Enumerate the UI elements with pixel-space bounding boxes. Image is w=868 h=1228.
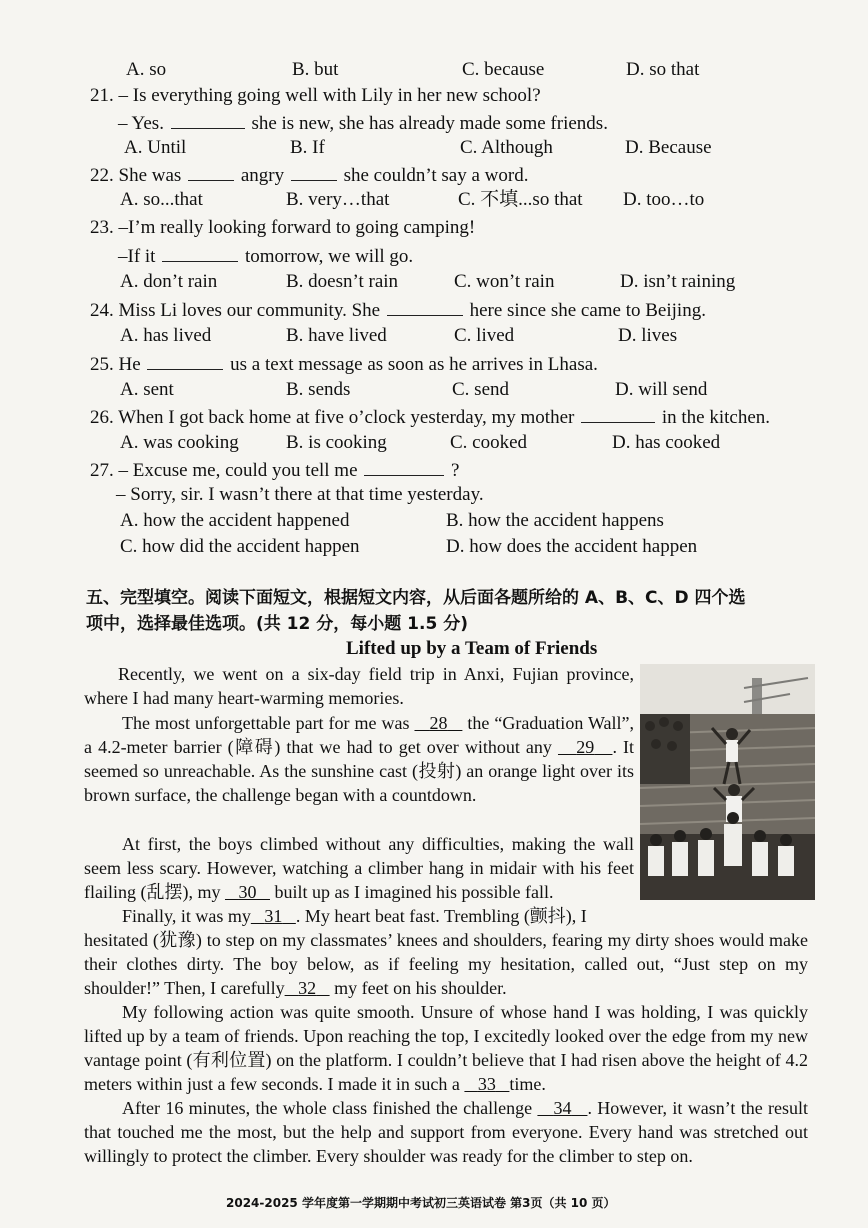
passage-paragraph-2 (84, 711, 634, 807)
p5-text-a: My following action was quite smooth. Unsure of whose hand I was holding, I was quickly lifted up by a team of friends. Upon reaching the top, I excitedly looked over the edge from my new vantage point (有利位置) on the platform. I couldn’t believe that I had risen above the height of 4.2 meters within just a few seconds. I made it in such a (84, 1002, 808, 1094)
passage-paragraph-1: Recently, we went on a six-day field trip in Anxi, Fujian province, where I had many heart-warming memories. (84, 664, 634, 708)
q24-option-b: B. have lived (286, 325, 387, 346)
q23-text-b: tomorrow, we will go. (244, 246, 414, 267)
climbing-wall-photo (640, 664, 815, 900)
q27-option-c: C. how did the accident happen (120, 536, 360, 557)
q24-option-d: D. lives (618, 325, 678, 346)
q23-option-d: D. isn’t raining (620, 271, 736, 292)
q20-option-b: B. but (292, 59, 339, 80)
q26-option-a: A. was cooking (120, 432, 239, 453)
q21-text-a: – Yes. (118, 113, 164, 134)
q27-text-b: ? (451, 460, 460, 481)
q23-question: 23. –I’m really looking forward to going camping! (90, 217, 476, 238)
q25-option-b: B. sends (286, 379, 351, 400)
passage-paragraph-4-line-1 (84, 904, 634, 928)
q26-option-c: C. cooked (450, 432, 528, 453)
q25-option-a: A. sent (120, 379, 174, 400)
q21-option-d: D. Because (625, 137, 712, 158)
p5-text-b: time. (509, 1074, 546, 1094)
passage-paragraph-5 (84, 1000, 808, 1096)
p6-text-b: . However, it wasn’t the result that touched me the most, but the help and support from everyone. Every hand was stretched out willingly to protect the climber. Every shoulder was ready for the climber to step on. (84, 1098, 809, 1166)
blank-34: 34 (553, 1098, 572, 1118)
q22-blank-2 (291, 162, 337, 181)
p3-text-a: At first, the boys climbed without any difficulties, making the wall seem less scary. However, watching a climber hang in midair with his feet flailing (乱摆), my (84, 834, 634, 902)
q21-answer-line (118, 110, 608, 136)
q22-blank-1 (188, 162, 234, 181)
section-heading-line-1: 五、完型填空。阅读下面短文，根据短文内容，从后面各题所给的 A、B、C、D 四个选 (86, 588, 746, 608)
q20-option-d: D. so that (626, 59, 700, 80)
blank-30: 30 (238, 882, 257, 902)
passage-paragraph-6 (84, 1096, 808, 1168)
q20-option-a: A. so (126, 59, 167, 80)
p6-text-a: After 16 minutes, the whole class finished the challenge (122, 1098, 533, 1118)
q26-question (90, 404, 770, 430)
q26-text-b: in the kitchen. (661, 407, 771, 428)
p4-text-a: Finally, it was my (122, 906, 251, 926)
q23-option-c: C. won’t rain (454, 271, 555, 292)
q22-question (90, 162, 528, 188)
q26-blank (581, 404, 655, 423)
q22-text-c: she couldn’t say a word. (343, 165, 529, 186)
q22-text-a: 22. She was (90, 165, 182, 186)
q25-text-b: us a text message as soon as he arrives in Lhasa. (230, 354, 598, 375)
p4-text-c: hesitated (犹豫) to step on my classmates’ knees and shoulders, fearing my dirty shoes would make their clothes dirty. The boy below, as if feeling my hesitation, called out, “Just step on my shoulder!” Then, I carefully (84, 930, 808, 998)
q24-option-a: A. has lived (120, 325, 212, 346)
q21-text-b: she is new, she has already made some friends. (251, 113, 608, 134)
q24-text-a: 24. Miss Li loves our community. She (90, 300, 381, 321)
q25-question (90, 351, 598, 377)
q23-text-a: –If it (118, 246, 156, 267)
blank-28: 28 (429, 713, 448, 733)
passage-title: Lifted up by a Team of Friends (346, 638, 598, 659)
q23-blank (162, 243, 238, 262)
p4-text-d: my feet on his shoulder. (334, 978, 507, 998)
q25-blank (147, 351, 223, 370)
q21-blank (171, 110, 245, 129)
q26-text-a: 26. When I got back home at five o’clock yesterday, my mother (90, 407, 575, 428)
p2-text-b: the “Graduation Wall”, a 4.2-meter barrier (障碍) that we had to get over without any (84, 713, 634, 757)
q27-option-d: D. how does the accident happen (446, 536, 698, 557)
passage-paragraph-4 (84, 928, 808, 1000)
q27-question (90, 457, 459, 483)
q23-option-a: A. don’t rain (120, 271, 218, 292)
q23-option-b: B. doesn’t rain (286, 271, 399, 292)
q26-option-b: B. is cooking (286, 432, 387, 453)
blank-29: 29 (576, 737, 595, 757)
q20-option-c: C. because (462, 59, 545, 80)
p4-text-b: . My heart beat fast. Trembling (颤抖), I (295, 906, 587, 926)
q25-option-d: D. will send (615, 379, 708, 400)
climbing-wall-illustration (640, 664, 815, 900)
q21-question: 21. – Is everything going well with Lily in her new school? (90, 85, 541, 106)
p3-text-b: built up as I imagined his possible fall. (274, 882, 554, 902)
page-footer: 2024-2025 学年度第一学期期中考试初三英语试卷 第3页（共 10 页） (226, 1196, 616, 1210)
q24-option-c: C. lived (454, 325, 515, 346)
q27-answer-line: – Sorry, sir. I wasn’t there at that time yesterday. (116, 484, 484, 505)
p2-text-c: . It seemed so unreachable. As the sunshine cast (投射) an orange light over its brown surface, the challenge began with a countdown. (84, 737, 635, 805)
q27-option-a: A. how the accident happened (120, 510, 350, 531)
passage-paragraph-3 (84, 832, 634, 904)
q22-option-c: C. 不填...so that (458, 189, 583, 210)
q24-question (90, 297, 706, 323)
q24-blank (387, 297, 463, 316)
q21-option-c: C. Although (460, 137, 553, 158)
q26-option-d: D. has cooked (612, 432, 721, 453)
q23-answer-line (118, 243, 413, 269)
blank-33: 33 (477, 1074, 496, 1094)
q22-text-b: angry (240, 165, 285, 186)
q27-text-a: 27. – Excuse me, could you tell me (90, 460, 358, 481)
q21-option-a: A. Until (124, 137, 187, 158)
q24-text-b: here since she came to Beijing. (469, 300, 706, 321)
q27-blank (364, 457, 444, 476)
q22-option-a: A. so...that (120, 189, 203, 210)
q22-option-d: D. too…to (623, 189, 705, 210)
section-heading-line-2: 项中，选择最佳选项。(共 12 分，每小题 1.5 分) (86, 614, 468, 634)
p2-text-a: The most unforgettable part for me was (122, 713, 410, 733)
q21-option-b: B. If (290, 137, 325, 158)
q25-text-a: 25. He (90, 354, 141, 375)
blank-31: 31 (264, 906, 283, 926)
q27-option-b: B. how the accident happens (446, 510, 664, 531)
q22-option-b: B. very…that (286, 189, 390, 210)
blank-32: 32 (298, 978, 317, 998)
q25-option-c: C. send (452, 379, 509, 400)
